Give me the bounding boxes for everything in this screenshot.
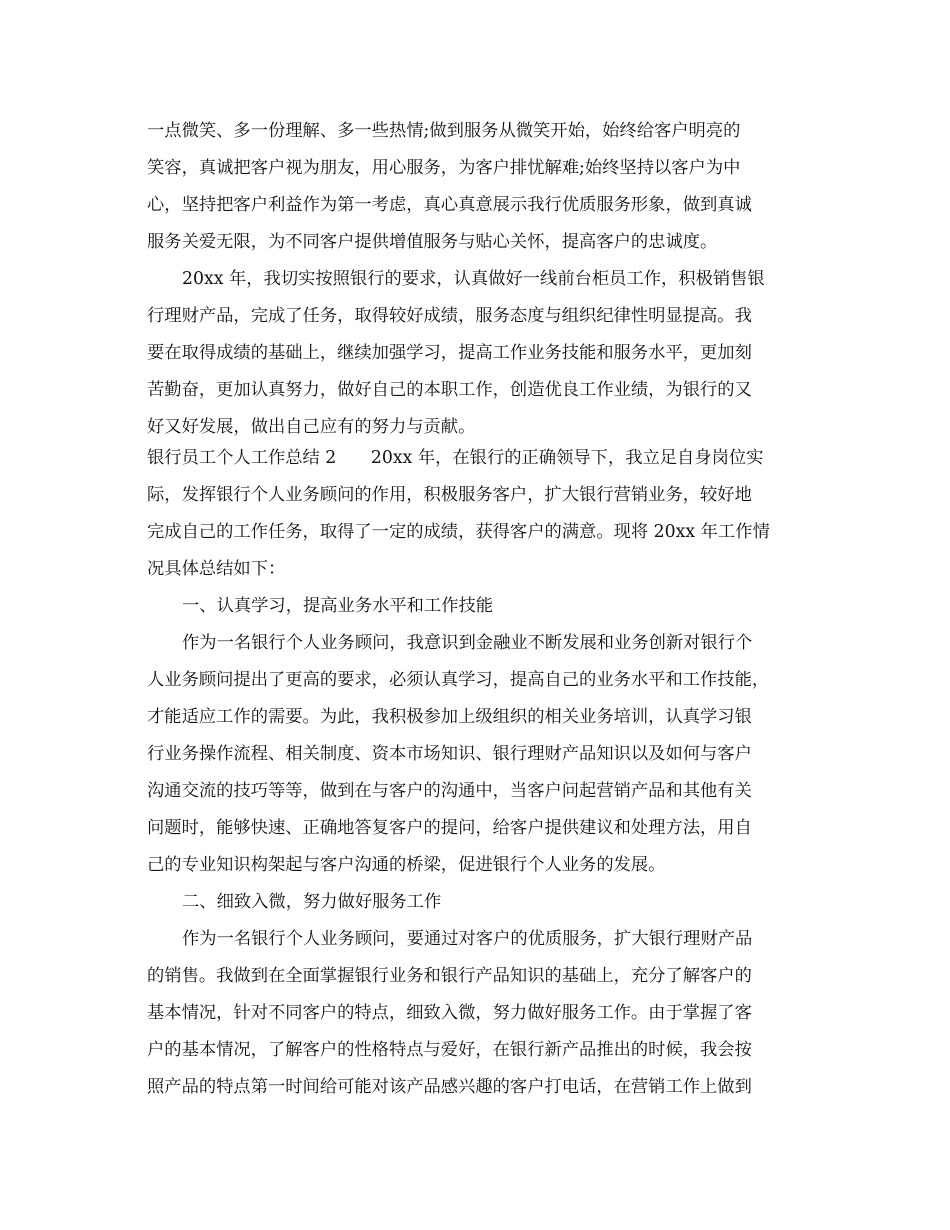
text-line: 才能适应工作的需要。为此，我积极参加上级组织的相关业务培训，认真学习银 — [147, 707, 752, 727]
text-line: 完成自己的工作任务，取得了一定的成绩，获得客户的满意。现将 20xx 年工作情 — [147, 522, 770, 542]
paragraph-start: 20xx 年，我切实按照银行的要求，认真做好一线前台柜员工作，积极销售银 — [182, 269, 765, 289]
text-line: 照产品的特点第一时间给可能对该产品感兴趣的客户打电话，在营销工作上做到 — [147, 1077, 752, 1097]
paragraph-start: 作为一名银行个人业务顾问，要通过对客户的优质服务，扩大银行理财产品 — [182, 929, 753, 949]
section-title-line: 银行员工个人工作总结 2 20xx 年，在银行的正确领导下，我立足自身岗位实 — [147, 448, 764, 468]
text-line: 的销售。我做到在全面掌握银行业务和银行产品知识的基础上，充分了解客户的 — [147, 966, 752, 986]
text-line: 问题时，能够快速、正确地答复客户的提问，给客户提供建议和处理方法，用自 — [147, 818, 752, 838]
text-line: 一点微笑、多一份理解、多一些热情;做到服务从微笑开始，始终给客户明亮的 — [147, 121, 741, 141]
heading-1: 一、认真学习，提高业务水平和工作技能 — [182, 596, 494, 616]
text-line: 沟通交流的技巧等等，做到在与客户的沟通中，当客户问起营销产品和其他有关 — [147, 781, 752, 801]
paragraph-start: 作为一名银行个人业务顾问，我意识到金融业不断发展和业务创新对银行个 — [182, 633, 753, 653]
heading-2: 二、细致入微，努力做好服务工作 — [182, 892, 442, 912]
text-line: 要在取得成绩的基础上，继续加强学习，提高工作业务技能和服务水平，更加刻 — [147, 343, 752, 363]
text-line: 心，坚持把客户利益作为第一考虑，真心真意展示我行优质服务形象，做到真诚 — [147, 195, 752, 215]
text-line: 行业务操作流程、相关制度、资本市场知识、银行理财产品知识以及如何与客户 — [147, 744, 752, 764]
text-line: 户的基本情况，了解客户的性格特点与爱好，在银行新产品推出的时候，我会按 — [147, 1040, 752, 1060]
text-line: 笑容，真诚把客户视为朋友，用心服务，为客户排忧解难;始终坚持以客户为中 — [147, 158, 741, 178]
text-line: 况具体总结如下： — [147, 559, 286, 579]
text-line: 基本情况，针对不同客户的特点，细致入微，努力做好服务工作。由于掌握了客 — [147, 1003, 752, 1023]
text-line: 苦勤奋，更加认真努力，做好自己的本职工作，创造优良工作业绩，为银行的又 — [147, 380, 752, 400]
text-line: 好又好发展，做出自己应有的努力与贡献。 — [147, 417, 476, 437]
text-line: 际，发挥银行个人业务顾问的作用，积极服务客户，扩大银行营销业务，较好地 — [147, 485, 752, 505]
text-line: 行理财产品，完成了任务，取得较好成绩，服务态度与组织纪律性明显提高。我 — [147, 306, 752, 326]
text-line: 己的专业知识构架起与客户沟通的桥梁，促进银行个人业务的发展。 — [147, 855, 666, 875]
text-line: 服务关爱无限，为不同客户提供增值服务与贴心关怀，提高客户的忠诚度。 — [147, 232, 718, 252]
text-line: 人业务顾问提出了更高的要求，必须认真学习，提高自己的业务水平和工作技能， — [147, 670, 770, 690]
